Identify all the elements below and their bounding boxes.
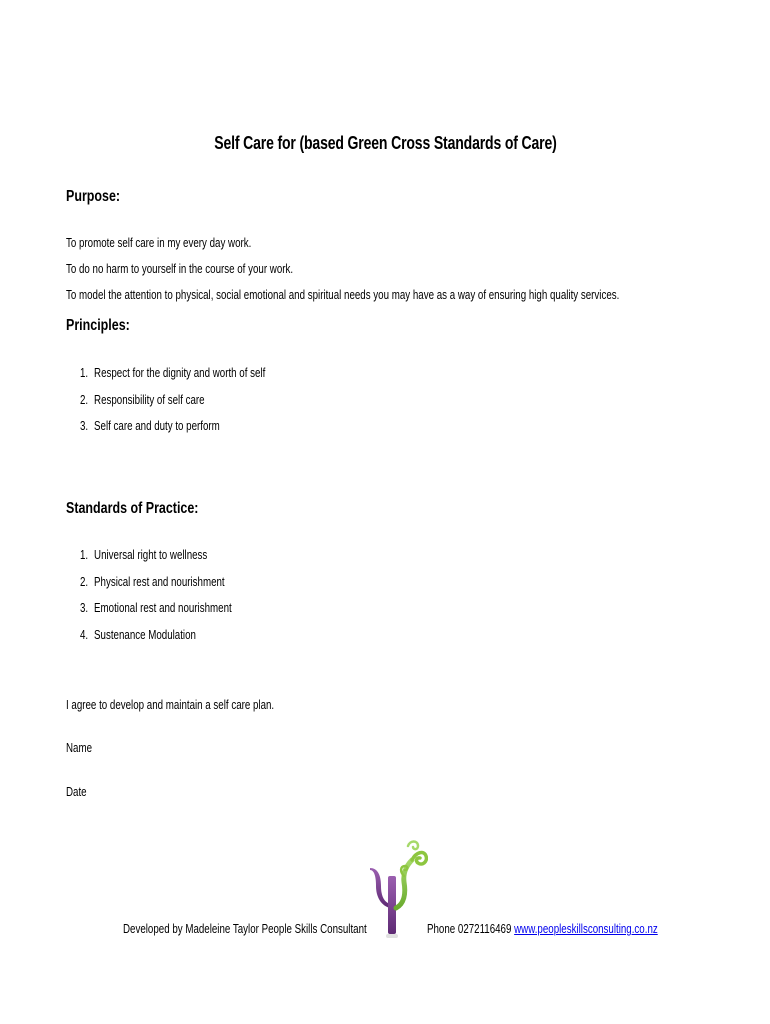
principle-item: 2. Responsibility of self care bbox=[80, 393, 205, 407]
date-label: Date bbox=[66, 785, 87, 799]
principle-item: 1. Respect for the dignity and worth of self bbox=[80, 366, 266, 380]
purpose-line: To model the attention to physical, social emotional and spiritual needs you may have as a way of ensuring high quality services. bbox=[66, 288, 620, 302]
website-link[interactable]: www.peopleskillsconsulting.co.nz bbox=[514, 922, 658, 936]
purpose-heading: Purpose: bbox=[66, 188, 121, 205]
standards-heading: Standards of Practice: bbox=[66, 500, 199, 517]
purpose-line: To do no harm to yourself in the course of your work. bbox=[66, 262, 294, 276]
document-title: Self Care for (based Green Cross Standards of Care) bbox=[213, 133, 557, 153]
agreement-statement: I agree to develop and maintain a self care plan. bbox=[66, 698, 275, 712]
standard-item: 4. Sustenance Modulation bbox=[80, 628, 196, 642]
footer-phone: Phone 0272116469 bbox=[427, 922, 512, 936]
principles-heading: Principles: bbox=[66, 317, 130, 334]
standard-item: 3. Emotional rest and nourishment bbox=[80, 601, 232, 615]
standard-item: 2. Physical rest and nourishment bbox=[80, 575, 225, 589]
standard-item: 1. Universal right to wellness bbox=[80, 548, 208, 562]
principle-item: 3. Self care and duty to perform bbox=[80, 419, 220, 433]
footer-developer-credit: Developed by Madeleine Taylor People Skills Consultant bbox=[123, 922, 367, 936]
purpose-line: To promote self care in my every day work. bbox=[66, 236, 252, 250]
footer-contact bbox=[427, 922, 723, 936]
name-label: Name bbox=[66, 741, 93, 755]
